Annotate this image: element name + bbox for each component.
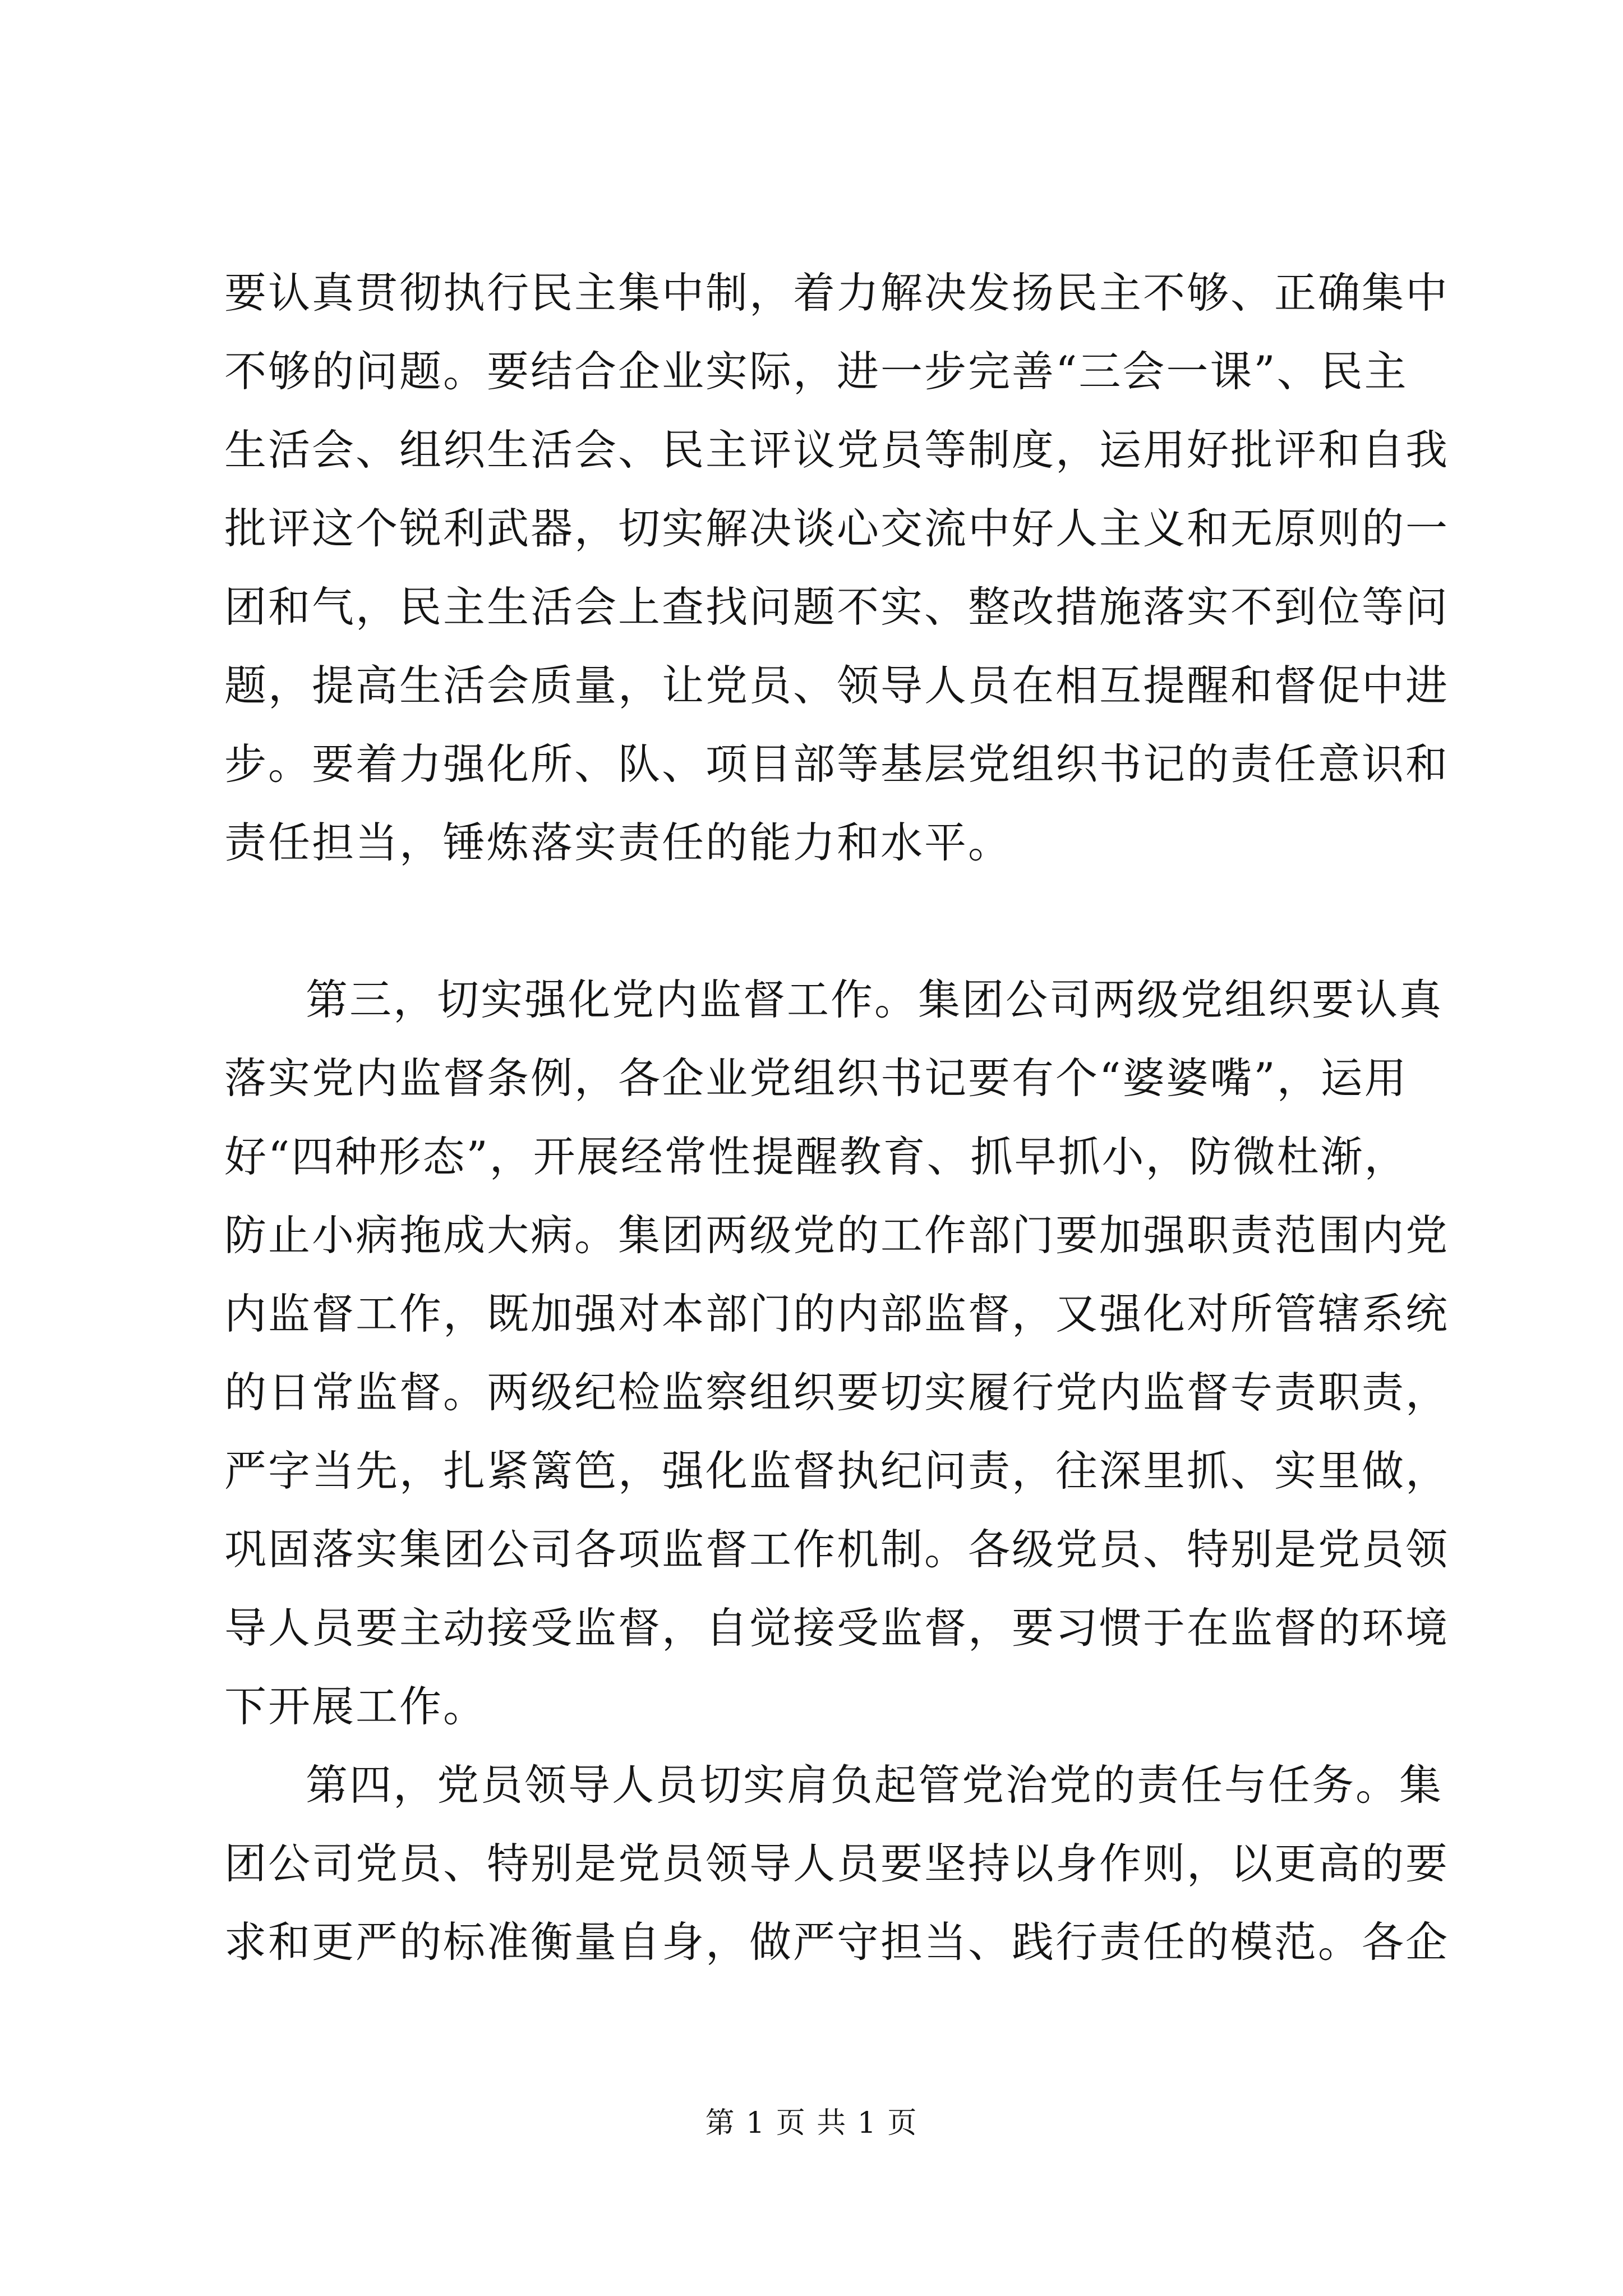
text-line: 严字当先，扎紧篱笆，强化监督执纪问责，往深里抓、实里做， (224, 1446, 1450, 1496)
text-line: 要认真贯彻执行民主集中制，着力解决发扬民主不够、正确集中 (224, 268, 1450, 318)
text-line: 团和气，民主生活会上查找问题不实、整改措施落实不到位等问 (224, 582, 1450, 632)
text-line: 内监督工作，既加强对本部门的内部监督，又强化对所管辖系统 (224, 1289, 1450, 1338)
text-line: 落实党内监督条例，各企业党组织书记要有个“婆婆嘴”，运用 (224, 1053, 1408, 1103)
text-line: 生活会、组织生活会、民主评议党员等制度，运用好批评和自我 (224, 425, 1450, 475)
page-footer: 第 1 页 共 1 页 (705, 2106, 918, 2140)
text-line: 防止小病拖成大病。集团两级党的工作部门要加强职责范围内党 (224, 1211, 1450, 1260)
paragraph-first-line: 第四，党员领导人员切实肩负起管党治党的责任与任务。集 (306, 1760, 1444, 1810)
text-line: 批评这个锐利武器，切实解决谈心交流中好人主义和无原则的一 (224, 504, 1450, 553)
text-line: 求和更严的标准衡量自身，做严守担当、践行责任的模范。各企 (224, 1917, 1450, 1967)
text-line: 团公司党员、特别是党员领导人员要坚持以身作则，以更高的要 (224, 1839, 1450, 1888)
text-line: 步。要着力强化所、队、项目部等基层党组织书记的责任意识和 (224, 739, 1450, 789)
paragraph-first-line: 第三，切实强化党内监督工作。集团公司两级党组织要认真 (306, 975, 1444, 1024)
text-line: 导人员要主动接受监督，自觉接受监督，要习惯于在监督的环境 (224, 1603, 1450, 1653)
text-line: 下开展工作。 (224, 1682, 487, 1731)
text-line: 不够的问题。要结合企业实际，进一步完善“三会一课”、民主 (224, 347, 1408, 396)
text-line: 好“四种形态”，开展经常性提醒教育、抓早抓小，防微杜渐， (224, 1132, 1408, 1181)
text-line: 责任担当，锤炼落实责任的能力和水平。 (224, 818, 1012, 867)
text-line: 巩固落实集团公司各项监督工作机制。各级党员、特别是党员领 (224, 1525, 1450, 1574)
text-line: 题，提高生活会质量，让党员、领导人员在相互提醒和督促中进 (224, 661, 1450, 710)
text-line: 的日常监督。两级纪检监察组织要切实履行党内监督专责职责， (224, 1368, 1450, 1417)
